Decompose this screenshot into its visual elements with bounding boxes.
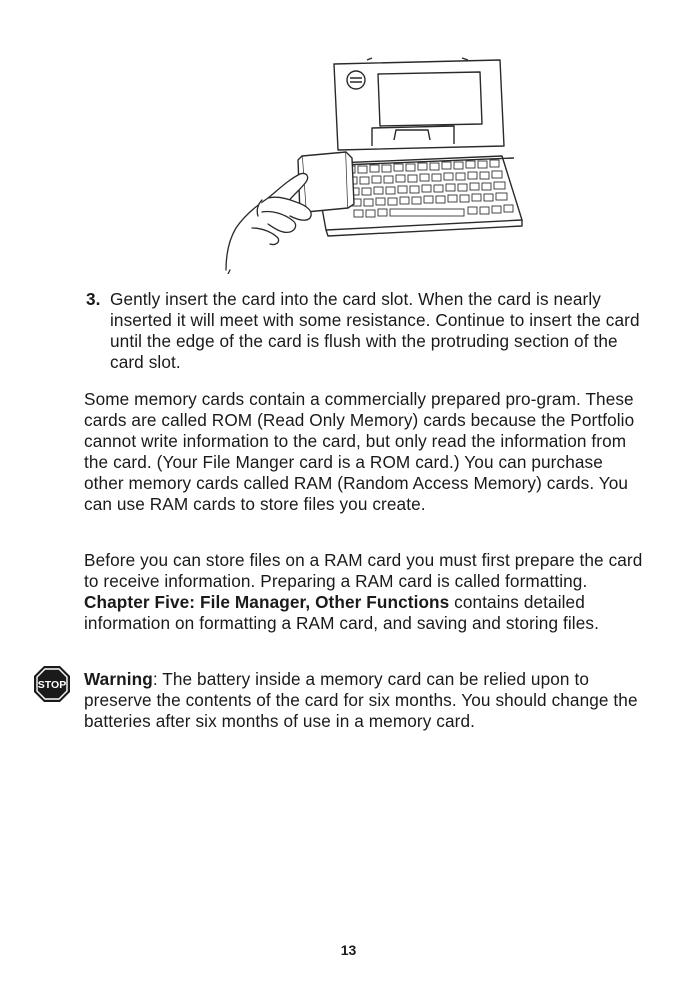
- hand: [226, 173, 311, 274]
- formatting-text-after: contains detailed information on formatting a RAM card, and saving and storing files.: [84, 592, 599, 633]
- formatting-text-before: Before you can store files on a RAM card you must first prepare the card to receive information. Preparing a RAM card is called formatting.: [84, 550, 643, 591]
- warning-text: : The battery inside a memory card can be relied upon to preserve the contents of the card for six months. You should change the batteries after six months of use in a memory card.: [84, 669, 638, 731]
- card-insertion-illustration: [222, 52, 528, 274]
- step-number: 3.: [86, 289, 101, 309]
- rom-ram-paragraph: Some memory cards contain a commercially prepared pro-gram. These cards are called ROM (Read Only Memory) cards because the Portfolio cannot write information to the card, but only read the information from the card. (Your File Manger card is a ROM card.) You can purchase other memory cards called RAM (Random Access Memory) cards. You can use RAM cards to store files you create.: [84, 389, 635, 514]
- stop-sign-icon: [33, 665, 71, 703]
- warning-label: Warning: [84, 669, 153, 689]
- page-number: 13: [340, 942, 357, 958]
- warning-paragraph: [84, 669, 644, 732]
- keyboard-keys: [346, 160, 513, 217]
- chapter-reference: Chapter Five: File Manager, Other Functions: [84, 592, 450, 612]
- formatting-paragraph: [84, 550, 644, 634]
- step-text: Gently insert the card into the card slot. When the card is nearly inserted it will meet with some resistance. Continue to insert the card until the edge of the card is flush with the protruding section of the card slot.: [110, 289, 640, 372]
- stop-icon-label: STOP: [37, 679, 67, 691]
- step-3: [86, 289, 646, 373]
- memory-card: [298, 152, 354, 214]
